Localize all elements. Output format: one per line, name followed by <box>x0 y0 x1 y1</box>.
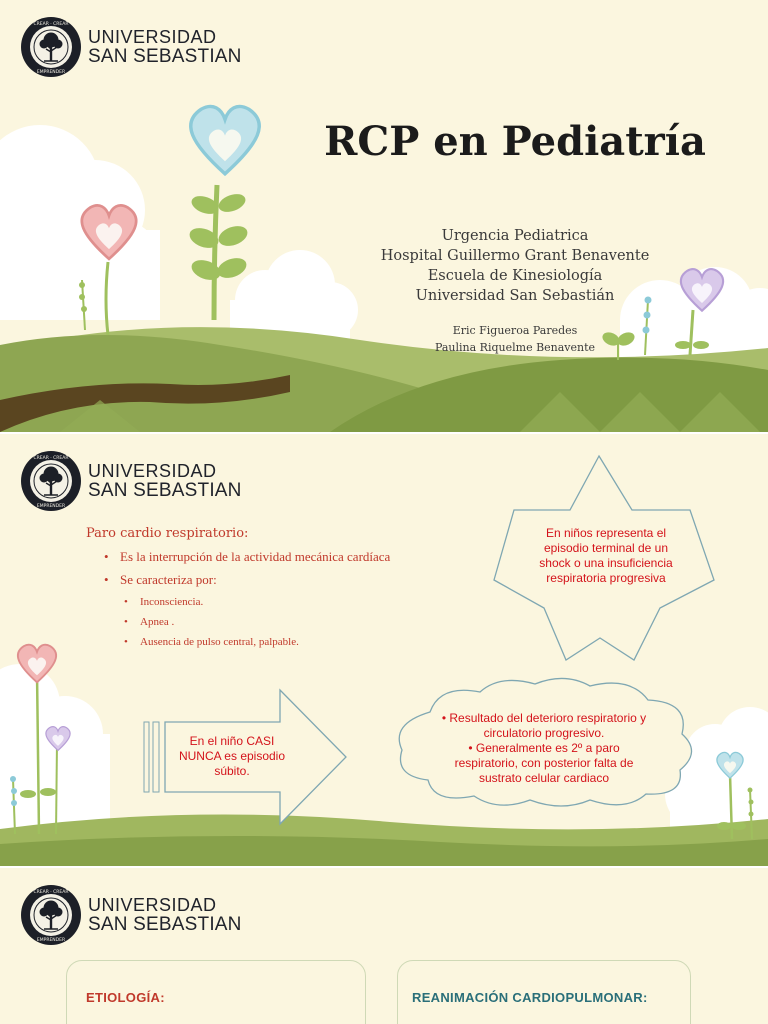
logo-line-1: UNIVERSIDAD <box>88 461 217 481</box>
callout-line: sustrato celular cardiaco <box>478 771 610 785</box>
affiliation-line: Escuela de Kinesiología <box>427 268 603 284</box>
bullet-list <box>104 548 390 654</box>
callout-line: En niños representa el <box>545 526 667 540</box>
rcp-title: REANIMACIÓN CARDIOPULMONAR: <box>412 990 648 1005</box>
sub-list-item-text: Ausencia de pulso central, palpable. <box>140 636 299 648</box>
callout-line: En el niño CASI <box>189 734 275 748</box>
affiliation-line: Universidad San Sebastián <box>415 288 615 304</box>
logo-line-2: SAN SEBASTIAN <box>88 46 242 67</box>
star-callout-text <box>526 526 686 586</box>
list-item <box>104 571 390 594</box>
list-item <box>104 548 390 571</box>
university-seal-icon <box>20 450 82 512</box>
bullet-icon: • <box>124 616 128 628</box>
university-wordmark <box>88 896 242 934</box>
sub-list-item-text: Inconsciencia. <box>140 596 204 608</box>
etiologia-title: ETIOLOGÍA: <box>86 990 165 1005</box>
university-seal-icon <box>20 16 82 78</box>
university-logo <box>20 884 242 946</box>
cloud-icon <box>0 664 110 834</box>
presentation-title: RCP en Pediatría <box>324 118 706 165</box>
logo-line-2: SAN SEBASTIAN <box>88 480 242 501</box>
cloud-callout-text <box>418 711 670 786</box>
university-seal-icon <box>20 884 82 946</box>
logo-line-1: UNIVERSIDAD <box>88 895 217 915</box>
arrow-callout-text <box>176 734 288 779</box>
content-slide-etiologia <box>0 868 768 1024</box>
presentation-affiliation <box>300 226 730 306</box>
callout-line: respiratoria progresiva <box>546 571 666 585</box>
sub-list-item <box>104 594 390 614</box>
content-slide-paro-cardio <box>0 434 768 866</box>
callout-line: circulatorio progresivo. <box>483 726 605 740</box>
callout-line: súbito. <box>214 764 250 778</box>
sub-list-item-text: Apnea . <box>140 616 175 628</box>
affiliation-line: Hospital Guillermo Grant Benavente <box>380 248 650 264</box>
university-wordmark <box>88 462 242 500</box>
author-name: Eric Figueroa Paredes <box>452 324 578 337</box>
university-logo <box>20 16 242 78</box>
author-name: Paulina Riquelme Benavente <box>434 341 596 354</box>
callout-line: • Resultado del deterioro respiratorio y <box>441 711 647 725</box>
callout-line: respiratorio, con posterior falta de <box>454 756 634 770</box>
section-heading: Paro cardio respiratorio: <box>86 526 249 541</box>
sub-list-item <box>104 614 390 634</box>
bullet-icon: • <box>104 549 109 564</box>
callout-line: episodio terminal de un <box>543 541 669 555</box>
affiliation-line: Urgencia Pediatrica <box>441 228 589 244</box>
callout-line: shock o una insuficiencia <box>539 556 673 570</box>
university-logo <box>20 450 242 512</box>
bullet-icon: • <box>104 572 109 587</box>
title-slide <box>0 0 768 432</box>
university-wordmark <box>88 28 242 66</box>
bullet-icon: • <box>124 636 128 648</box>
list-item-text: Es la interrupción de la actividad mecánica cardíaca <box>120 549 391 564</box>
sub-list-item <box>104 634 390 654</box>
callout-line: NUNCA es episodio <box>178 749 286 763</box>
presentation-authors <box>300 322 730 356</box>
logo-line-1: UNIVERSIDAD <box>88 27 217 47</box>
logo-line-2: SAN SEBASTIAN <box>88 914 242 935</box>
list-item-text: Se caracteriza por: <box>120 572 217 587</box>
bullet-icon: • <box>124 596 128 608</box>
callout-line: • Generalmente es 2º a paro <box>468 741 620 755</box>
